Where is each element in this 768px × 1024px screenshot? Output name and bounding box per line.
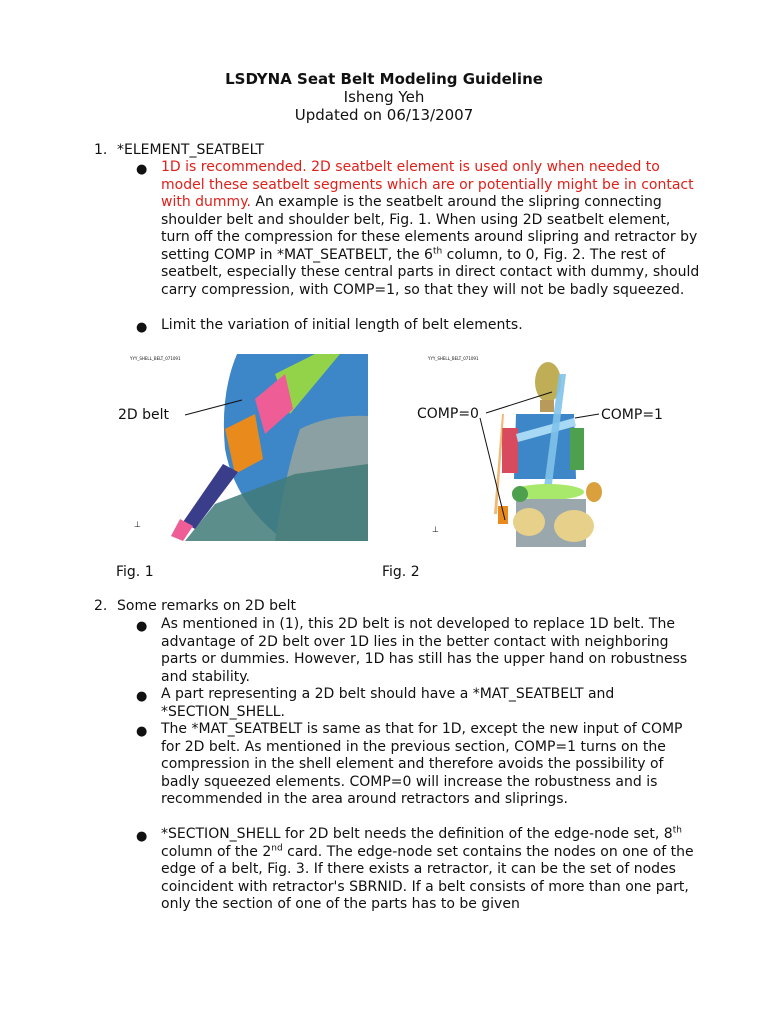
section2-heading: Some remarks on 2D belt bbox=[117, 598, 296, 614]
figure-1-image bbox=[125, 354, 368, 541]
section1-number: 1. bbox=[94, 142, 108, 158]
section2-bullet4-text-b: column of the 2 bbox=[161, 843, 272, 860]
document-title: LSDYNA Seat Belt Modeling Guideline bbox=[225, 70, 543, 88]
section2-bullet1: As mentioned in (1), this 2D belt is not developed to replace 1D belt. The advantage of 2D belt over 1D lies in the better contact with neighboring parts or dummies. However, 1D has still has the upper hand on robustness and stability. bbox=[161, 616, 688, 685]
figure-2-header-text: YYY_SHELL_BELT_071091 bbox=[428, 356, 479, 361]
section2-bullet3: The *MAT_SEATBELT is same as that for 1D, except the new input of COMP for 2D belt. As mentioned in the previous section, COMP=1 turns on the compression in the shell element and therefore avoids the possibility of badly squeezed elements. COMP=0 will increase the robustness and is recommended in the area around retractors and sliprings. bbox=[161, 721, 683, 807]
section2-bullet4-text-c: card. The edge-node set contains the nodes on one of the edge of a belt, Fig. 3. If there exists a retractor, it can be the set of nodes coincident with retractor's SBRNID. If a belt consists of more than one part, only the section of one of the parts has to be given bbox=[161, 843, 694, 912]
section2-bullet4-text-a: *SECTION_SHELL for 2D belt needs the definition of the edge-node set, 8 bbox=[161, 826, 673, 842]
figure-1-leader-line bbox=[180, 396, 250, 421]
figure-2-caption: Fig. 2 bbox=[382, 564, 420, 580]
figure-2-label-comp0: COMP=0 bbox=[417, 406, 479, 422]
bullet-glyph: ● bbox=[136, 829, 148, 844]
section1-bullet1-text-b: column, to 0, Fig. 2. The rest of seatbelt, especially these central parts in direct contact with dummy, should carry compression, with COMP=1, so that they will not be badly squeezed. bbox=[161, 246, 700, 298]
superscript: nd bbox=[271, 842, 283, 853]
document-author: Isheng Yeh bbox=[343, 88, 425, 106]
document-date: Updated on 06/13/2007 bbox=[294, 106, 474, 124]
bullet-glyph: ● bbox=[136, 724, 148, 739]
section1-bullet1-red-text: 1D is recommended. 2D seatbelt element is used only when needed to model these seatbelt segments which are or potentially might be in contact with dummy. bbox=[161, 159, 694, 210]
section1-bullet2: Limit the variation of initial length of belt elements. bbox=[161, 317, 523, 333]
bullet-glyph: ● bbox=[136, 689, 148, 704]
figure-1-label: 2D belt bbox=[118, 407, 170, 423]
section1-heading: *ELEMENT_SEATBELT bbox=[117, 142, 265, 158]
figure-1-caption: Fig. 1 bbox=[116, 564, 154, 580]
section1-bullet1 bbox=[161, 159, 701, 299]
bullet-glyph: ● bbox=[136, 162, 148, 177]
bullet-glyph: ● bbox=[136, 619, 148, 634]
superscript: th bbox=[432, 245, 443, 256]
figure-2-leader-lines bbox=[470, 380, 610, 530]
bullet-glyph: ● bbox=[136, 320, 148, 335]
section1-bullet1-text-a: An example is the seatbelt around the slipring connecting shoulder belt and shoulder belt, Fig. 1. When using 2D seatbelt element, turn off the compression for these elements around slipring and retractor by setting COMP in *MAT_SEATBELT, the 6 bbox=[161, 194, 698, 263]
section2-bullet4 bbox=[161, 826, 701, 914]
figure-1-header-text: YYY_SHELL_BELT_071091 bbox=[130, 356, 181, 361]
superscript: th bbox=[672, 825, 682, 836]
section2-number: 2. bbox=[94, 598, 108, 614]
axis-triad-icon: ⊥ bbox=[134, 520, 141, 529]
section2-bullet2: A part representing a 2D belt should have a *MAT_SEATBELT and *SECTION_SHELL. bbox=[161, 686, 615, 720]
figure-2-label-comp1: COMP=1 bbox=[601, 407, 663, 423]
axis-triad-icon: ⊥ bbox=[432, 525, 439, 534]
figure-1-illustration bbox=[125, 354, 368, 541]
